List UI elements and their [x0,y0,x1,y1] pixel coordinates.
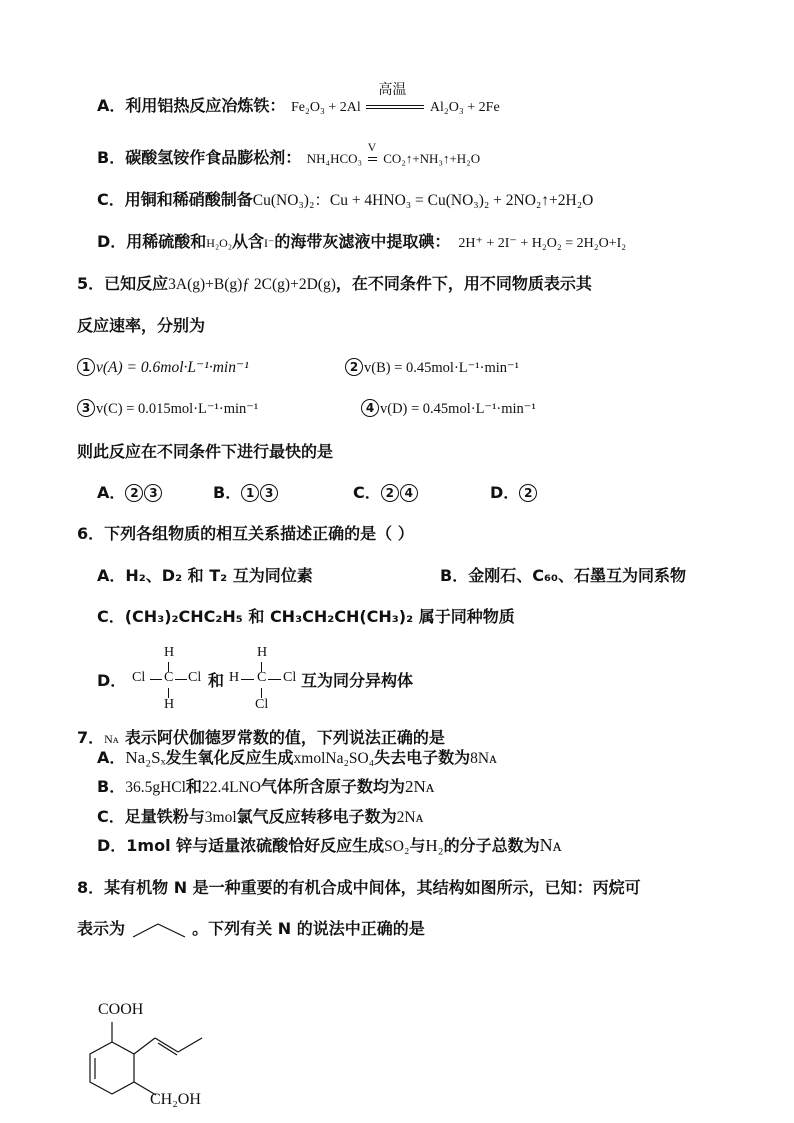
q7-option-a [97,747,497,770]
q7-b-formula: 36.5gHCl [125,779,186,796]
q5-option-d [490,482,538,504]
q4-c-formula: Cu(NO₃)₂：Cu + 4HNO₃ = Cu(NO₃)₂ + 2NO₂↑+2H₂O [252,192,594,209]
atom-h: H [164,645,175,660]
q4-d-ion: I⁻ [264,236,275,250]
circled-number: 2 [125,484,143,502]
q7-b-text: 和 [185,777,202,796]
q8-stem-line1: 8．某有机物 N 是一种重要的有机合成中间体，其结构如图所示，已知：丙烷可 [77,878,641,897]
q7-number: 7． [77,728,105,747]
circled-number: 1 [241,484,259,502]
circled-number: 1 [77,358,95,376]
q6-d-label: D． [97,671,127,690]
q5-stem-line2: 反应速率，分别为 [77,316,206,335]
q5-rate-2 [345,356,519,379]
q4-d-reagent: H₂O₂ [206,236,232,250]
q7-a-formula: Na₂Sₓ [125,748,166,767]
q7-d-text2: 的分子总数为 [443,836,540,855]
q5-option-a [97,482,163,504]
q4-d-mid: 从含 [232,232,265,251]
q6-d-and: 和 [208,671,225,690]
q5-rate-4 [361,397,536,420]
circled-number: 2 [381,484,399,502]
q5-question: 则此反应在不同条件下进行最快的是 [77,442,334,461]
q7-c-value: 2Nᴀ [396,809,424,826]
atom-cl: Cl [188,670,202,685]
q4-b-condition [367,139,378,166]
q4-option-a [97,82,500,119]
q5-opt-b-label: B． [213,483,242,502]
q7-a-text: 发生氧化反应生成 [165,748,294,767]
q5-option-c [353,482,419,504]
q7-c-text: 足量铁粉与 [124,807,205,826]
q7-b-text2: 气体所含原子数均为 [260,777,405,796]
q7-option-d [97,834,562,858]
q4-d-label2: 的海带灰滤液中提取碘： [274,232,451,251]
q7-c-formula: 3mol [204,809,237,826]
q4-b-label: B．碳酸氢铵作食品膨松剂： [97,148,302,167]
q7-b-value: 2Nᴀ [404,777,435,796]
circled-number: 3 [144,484,162,502]
q7-a-text2: 失去电子数为 [374,748,471,767]
atom-c: C [257,670,267,685]
q4-a-condition-arrow [366,82,424,114]
q7-d-formula: SO₂ [384,838,410,855]
q8-stem-2a: 表示为 [77,919,126,938]
q5-option-b [213,482,279,504]
q6-stem: 6．下列各组物质的相互关系描述正确的是（ ） [77,524,414,543]
q5-opt-d-label: D． [490,483,520,502]
q4-a-condition: 高温 [378,82,407,98]
atom-h: H [229,670,240,685]
q4-b-products: CO₂↑+NH₃↑+H₂O [383,151,481,166]
q7-a-formula2: xmolNa₂SO₄ [293,750,375,767]
circled-number: 3 [77,399,95,417]
atom-cl: Cl [283,670,297,685]
q7-b-formula2: 22.4LNO [201,779,261,796]
q4-d-label: D．用稀硫酸和 [97,232,207,251]
q6-d-end: 互为同分异构体 [301,671,414,690]
circled-number: 3 [260,484,278,502]
q5-rate-3 [77,397,258,420]
q7-option-b [97,776,434,799]
q7-na: Nᴀ [104,732,119,746]
q4-d-formula: 2H⁺ + 2I⁻ + H₂O₂ = 2H₂O+I₂ [458,236,627,251]
atom-cl: Cl [132,670,146,685]
atom-h: H [257,645,268,660]
circled-number: 4 [361,399,379,417]
cooh-group: COOH [98,1001,144,1018]
q7-a-label: A． [97,748,126,767]
q5-opt-c-label: C． [353,483,381,502]
q5-equation: 3A(g)+B(g)ƒ 2C(g)+2D(g) [168,276,336,293]
q7-d-value: Nᴀ [539,835,562,855]
q5-rate-1-text: v(A) = 0.6mol·L⁻¹·min⁻¹ [96,359,249,376]
q6-option-c: C．(CH₃)₂CHC₂H₅ 和 CH₃CH₂CH(CH₃)₂ 属于同种物质 [97,607,515,626]
atom-h: H [164,697,175,712]
q5-opt-a-label: A． [97,483,126,502]
q5-rate-3-text: v(C) = 0.015mol·L⁻¹·min⁻¹ [96,401,259,417]
q8-stem-line2 [77,918,425,941]
q4-c-label: C．用铜和稀硝酸制备 [97,190,253,209]
q7-d-text: 与 [409,836,426,855]
propane-skeleton-icon [131,919,187,941]
q4-option-c [97,189,593,212]
q6-option-a: A．H₂、D₂ 和 T₂ 互为同位素 [97,566,313,585]
circled-number: 2 [345,358,363,376]
q7-stem-text: 表示阿伏伽德罗常数的值，下列说法正确的是 [124,728,445,747]
q5-stem-b: ，在不同条件下，用不同物质表示其 [335,274,592,293]
circled-number: 4 [400,484,418,502]
q7-b-label: B． [97,777,126,796]
q4-a-reactants: Fe₂O₃ + 2Al [290,100,361,115]
q4-option-d [97,231,626,255]
q7-d-formula2: H₂ [425,836,444,855]
q5-rate-2-text: v(B) = 0.45mol·L⁻¹·min⁻¹ [364,360,520,376]
q4-b-cond-mark: V [367,139,377,154]
q5-rate-1 [77,356,249,379]
atom-cl: Cl [255,697,269,712]
q7-a-value: 8Nᴀ [470,750,497,767]
circled-number: 2 [519,484,537,502]
q5-stem-line1 [77,273,592,296]
atom-c: C [164,670,174,685]
ch2oh-group: CH₂OH [150,1091,201,1108]
q5-rate-4-text: v(D) = 0.45mol·L⁻¹·min⁻¹ [380,401,536,417]
q4-a-label: A．利用铝热反应冶炼铁： [97,96,286,115]
q4-option-b [97,139,481,170]
q7-option-c [97,806,423,829]
q7-d-label: D．1mol 锌与适量浓硫酸恰好反应生成 [97,836,385,855]
q7-c-label: C． [97,807,125,826]
q8-stem-2b: 。下列有关 N 的说法中正确的是 [192,919,425,938]
q5-stem-a: 5．已知反应 [77,274,169,293]
q6-option-b: B．金刚石、C₆₀、石墨互为同系物 [440,566,686,585]
q4-b-reactant: NH₄HCO₃ [306,151,363,166]
q7-c-text2: 氯气反应转移电子数为 [236,807,397,826]
q4-a-products: Al₂O₃ + 2Fe [429,100,500,115]
